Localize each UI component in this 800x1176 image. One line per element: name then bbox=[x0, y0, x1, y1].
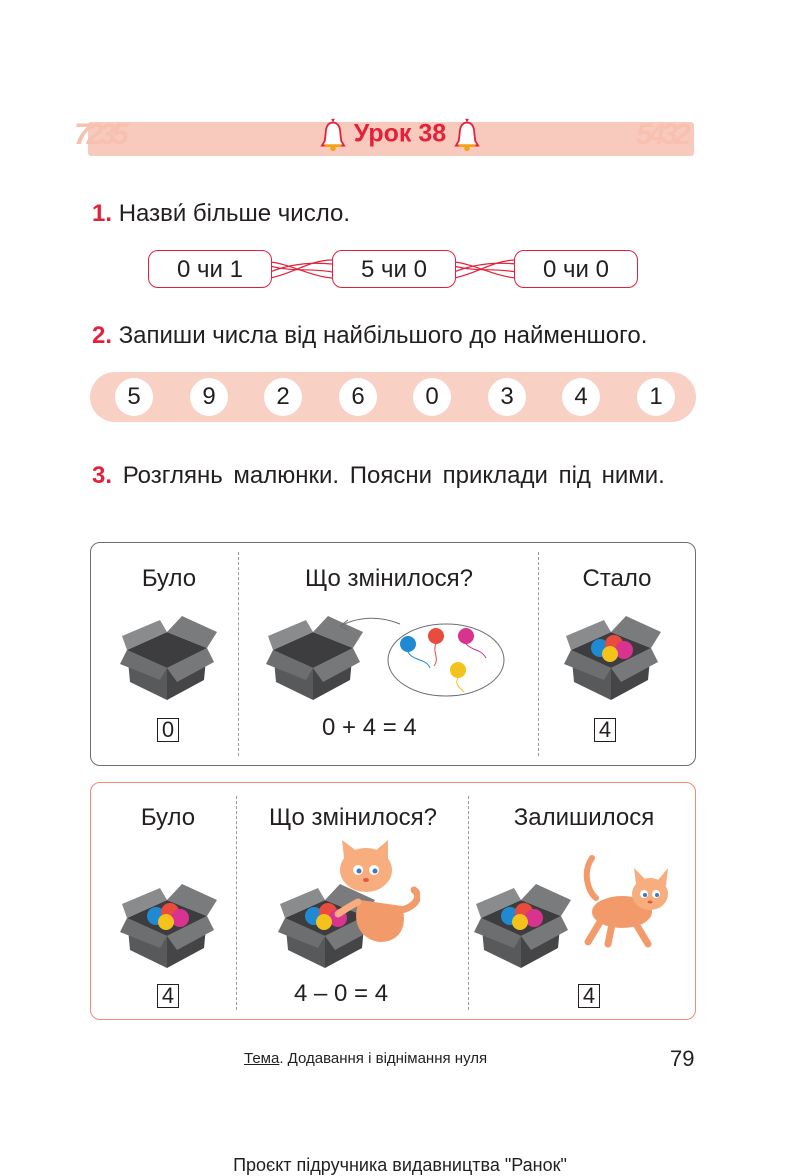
header-decoration-left: 7235 bbox=[74, 118, 125, 151]
number-circle: 1 bbox=[637, 378, 675, 416]
panel-2-col-1-title: Було bbox=[140, 804, 196, 831]
topic-label: Тема bbox=[244, 1050, 280, 1067]
project-note: Проєкт підручника видавництва "Ранок" bbox=[233, 1155, 567, 1175]
number-strip bbox=[90, 372, 696, 422]
task-3-number: 3. bbox=[92, 462, 113, 489]
after-count-box: 4 bbox=[578, 984, 600, 1008]
page-number: 79 bbox=[670, 1046, 695, 1071]
number-circle: 2 bbox=[264, 378, 302, 416]
task-2-text: Запиши числа від найбільшого до найменшого. bbox=[118, 322, 648, 349]
lesson-title bbox=[0, 118, 800, 152]
panel-2-col-2-title: Що змінилося? bbox=[269, 804, 437, 831]
bell-icon bbox=[454, 118, 480, 152]
number-circle: 3 bbox=[488, 378, 526, 416]
task-1 bbox=[92, 200, 350, 228]
divider bbox=[468, 796, 469, 1010]
box-with-yarn-image bbox=[118, 880, 218, 972]
kitten-image bbox=[578, 852, 674, 948]
number-circle: 6 bbox=[339, 378, 377, 416]
compare-pair-3: 0 чи 0 bbox=[514, 250, 638, 288]
task-1-text: Назви́ більше число. bbox=[118, 200, 350, 227]
number-circle: 9 bbox=[190, 378, 228, 416]
lesson-title-text: Урок 38 bbox=[353, 119, 447, 148]
divider bbox=[238, 552, 239, 756]
compare-pair-2: 5 чи 0 bbox=[332, 250, 456, 288]
kitten-in-box-image bbox=[330, 840, 420, 950]
divider bbox=[538, 552, 539, 756]
empty-box-image bbox=[118, 612, 218, 704]
task-2 bbox=[92, 322, 647, 350]
subtraction-equation: 4 – 0 = 4 bbox=[294, 980, 389, 1007]
task-2-number: 2. bbox=[92, 322, 113, 349]
panel-1-col-2-title: Що змінилося? bbox=[305, 565, 473, 592]
yarn-moving-image bbox=[330, 612, 510, 702]
before-count-box: 4 bbox=[157, 984, 179, 1008]
task-3-text: Розглянь малюнки. Поясни приклади під ними. bbox=[122, 462, 665, 489]
header-decoration-right: 5432 bbox=[636, 118, 687, 151]
task-3 bbox=[92, 460, 698, 492]
topic-text: . Додавання і віднімання нуля bbox=[279, 1050, 488, 1067]
before-count-box: 0 bbox=[157, 718, 179, 742]
number-circle: 0 bbox=[413, 378, 451, 416]
addition-equation: 0 + 4 = 4 bbox=[322, 714, 417, 741]
panel-1-col-3-title: Стало bbox=[582, 565, 652, 592]
compare-pair-1: 0 чи 1 bbox=[148, 250, 272, 288]
divider bbox=[236, 796, 237, 1010]
box-with-yarn-image bbox=[472, 880, 572, 972]
number-circle: 5 bbox=[115, 378, 153, 416]
number-circle: 4 bbox=[562, 378, 600, 416]
box-with-yarn-image bbox=[562, 612, 662, 704]
panel-1-col-1-title: Було bbox=[141, 565, 197, 592]
after-count-box: 4 bbox=[594, 718, 616, 742]
panel-2-col-3-title: Залишилося bbox=[513, 804, 655, 831]
bell-icon bbox=[320, 118, 346, 152]
task-1-number: 1. bbox=[92, 200, 113, 227]
topic-line bbox=[244, 1050, 487, 1067]
